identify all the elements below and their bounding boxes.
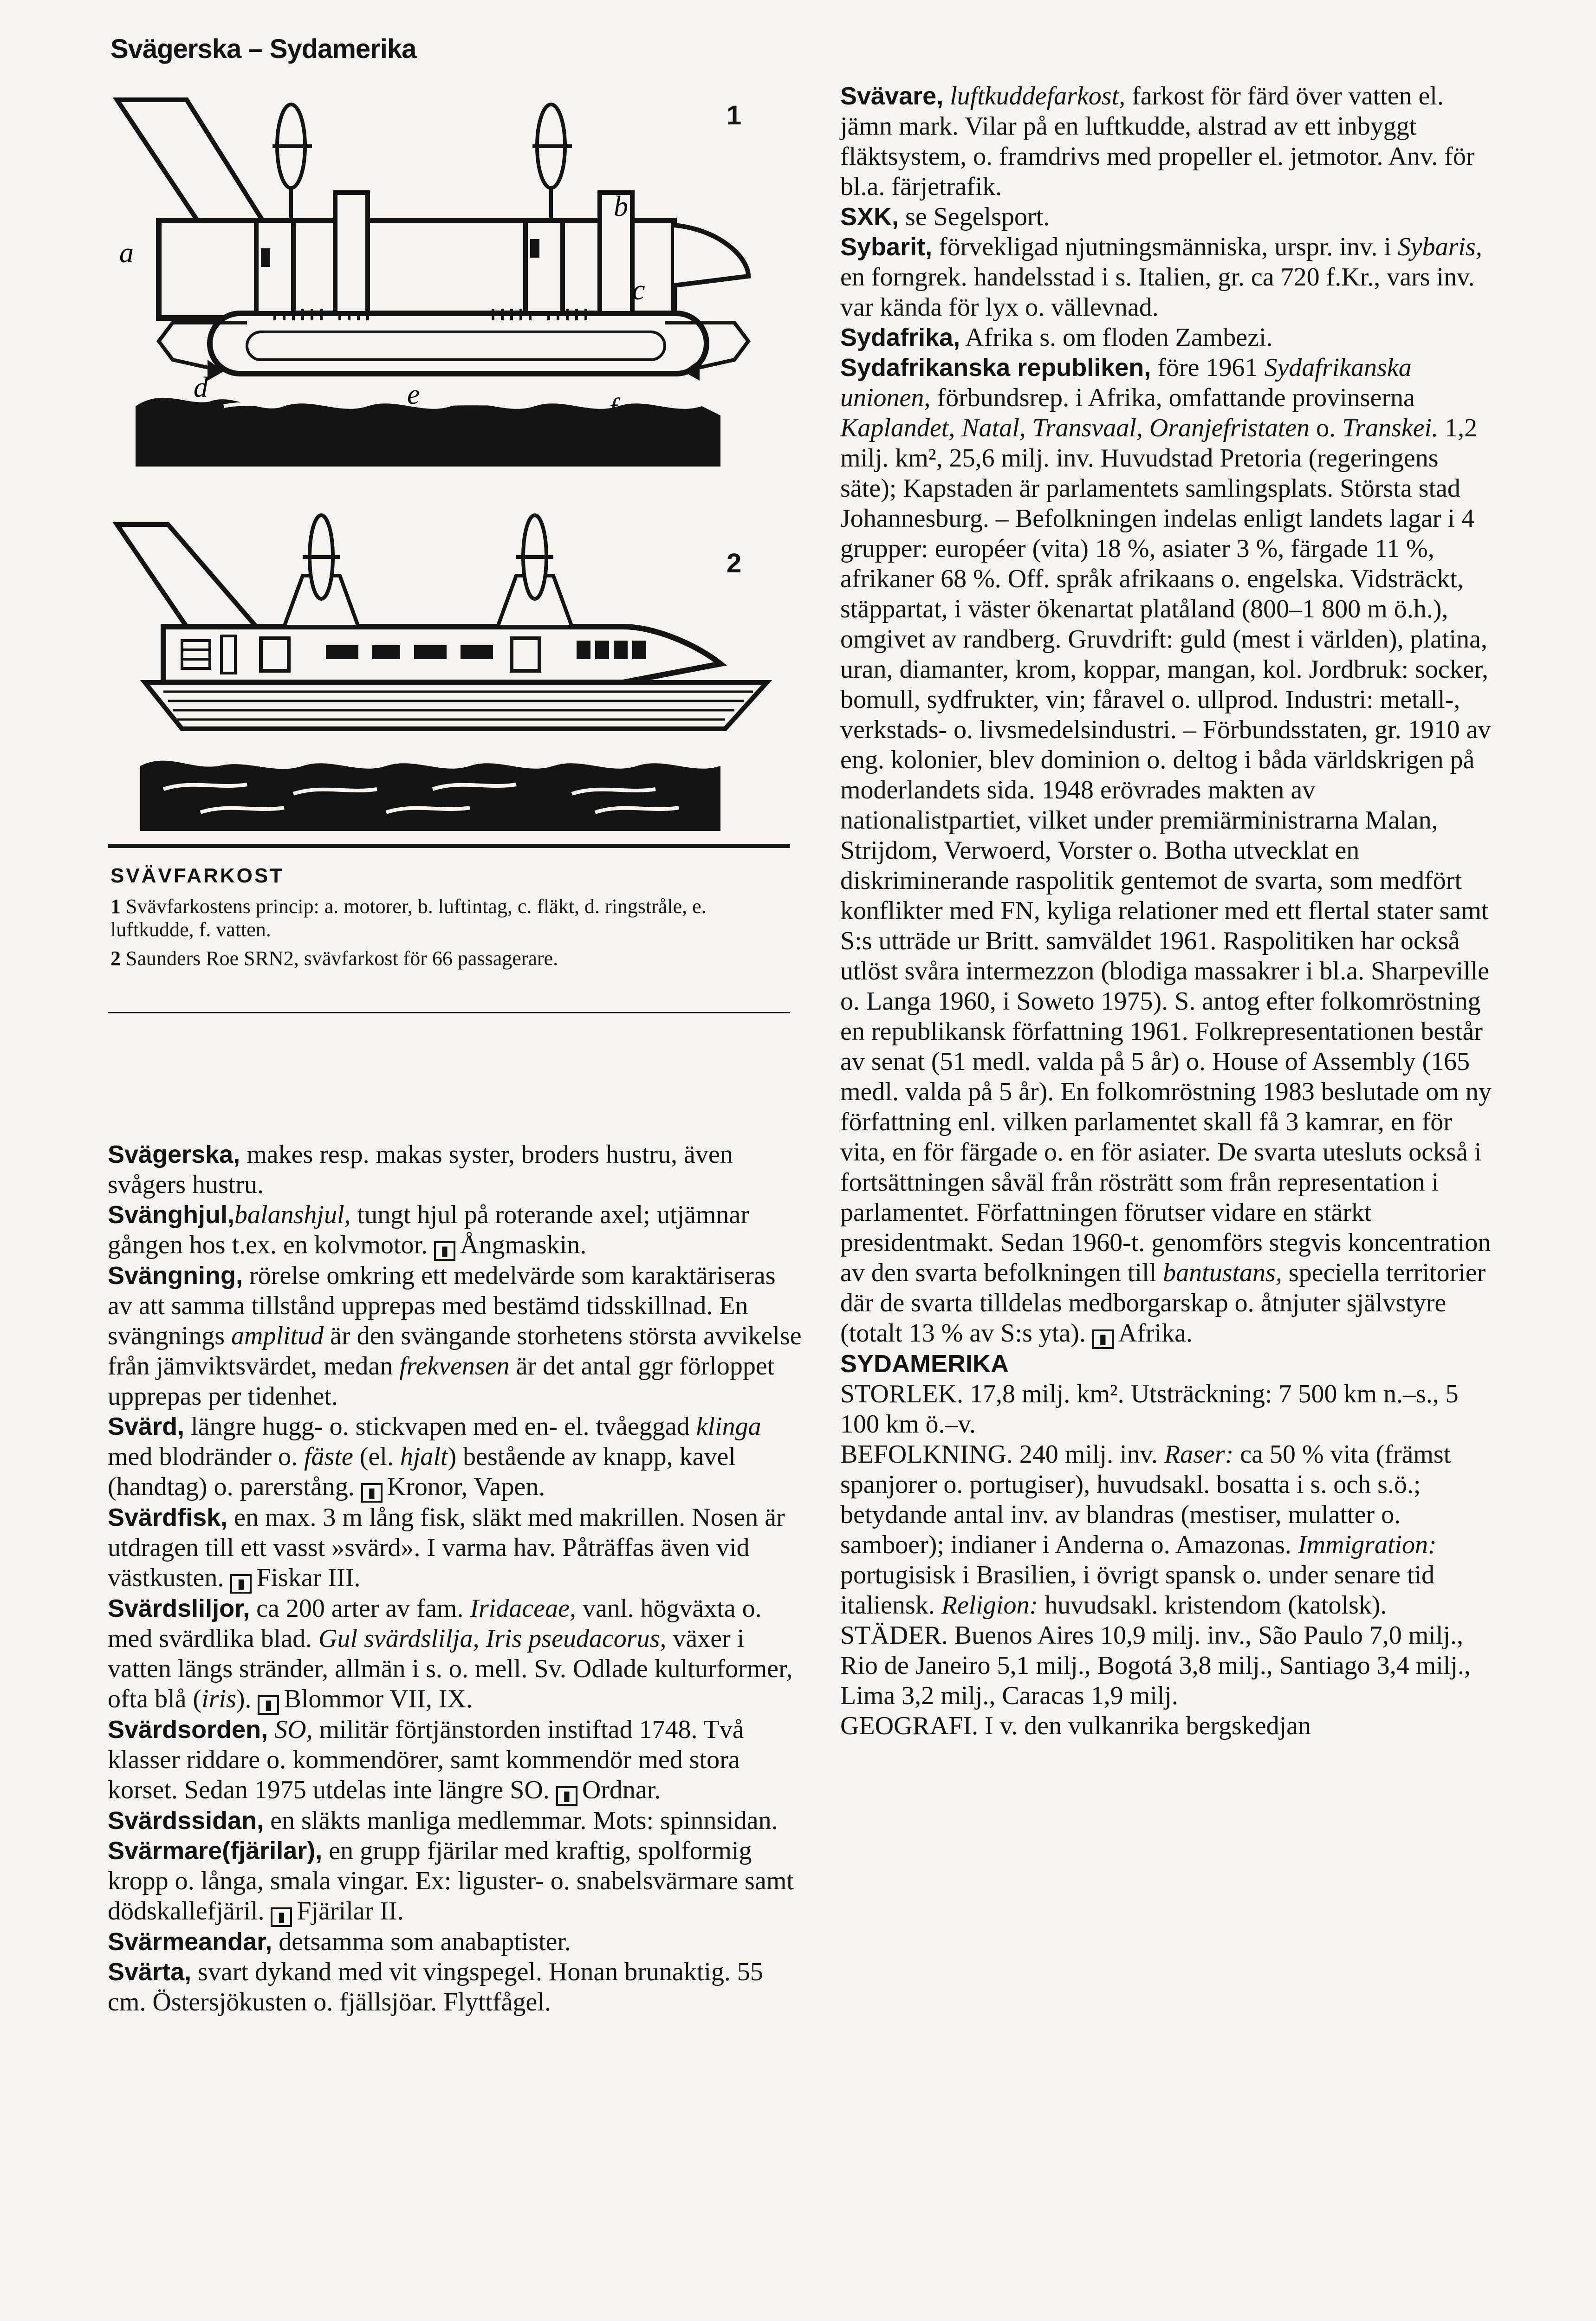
entry-text [943, 82, 950, 110]
entry-italic-text: Religion: [941, 1591, 1038, 1620]
cross-reference-icon: ▮ [434, 1241, 455, 1261]
dictionary-entry [108, 1200, 804, 1261]
dictionary-entry [108, 1140, 804, 1200]
cross-reference-icon: ▮ [1092, 1329, 1114, 1349]
entry-text: tungt hjul på roterande axel; utjämnar gången hos t.ex. en kolvmotor. [108, 1200, 749, 1259]
caption-1-number: 1 [110, 895, 121, 918]
entry-italic-text: frekvensen [399, 1352, 510, 1381]
dictionary-entry [108, 1836, 804, 1927]
entry-text: växer i vatten längs stränder, allmän i s. o. mell. Sv. Odlade kulturformer, ofta blå ( [108, 1624, 793, 1713]
entry-headword: Svärta, [108, 1958, 192, 1986]
entry-italic-text: Iridaceae, [470, 1594, 576, 1623]
caption-2 [110, 947, 788, 970]
entry-italic-text: balanshjul, [234, 1200, 351, 1229]
entry-headword: Svärdsliljor, [108, 1595, 250, 1622]
entry-italic-text: Sydafrikanska unionen, [840, 353, 1412, 412]
entry-italic-text: Transkei. [1342, 414, 1439, 442]
entry-text: huvudsakl. kristendom (katolsk). [1038, 1591, 1387, 1620]
dictionary-entry [840, 1711, 1499, 1741]
cross-reference-icon: ▮ [230, 1574, 252, 1594]
figure-caption [110, 895, 788, 970]
dictionary-entry [108, 1957, 804, 2017]
label-d: d [194, 372, 208, 403]
entry-italic-text: Immigration: [1298, 1530, 1437, 1559]
entry-text: är det antal ggr förloppet upprepas per tidenhet. [108, 1352, 775, 1411]
entry-text: en släkts manliga medlemmar. Mots: spinnsidan. [264, 1806, 778, 1835]
figure-bottom-rule [108, 1012, 790, 1013]
entry-italic-text: Raser: [1164, 1440, 1234, 1469]
entry-text: ) bestående av knapp, kavel (handtag) o. parerstång. [108, 1442, 736, 1501]
entry-headword: Sydafrikanska republiken, [840, 354, 1151, 382]
entry-text: förbundsrep. i Afrika, omfattande provinserna [930, 383, 1415, 412]
label-f: f [609, 393, 617, 424]
entry-text: o. [1310, 414, 1343, 442]
right-column [840, 81, 1499, 1741]
figure-top-rule [108, 844, 790, 848]
entry-italic-text: fäste [304, 1442, 353, 1471]
section-heading: SYDAMERIKA [840, 1350, 1009, 1378]
entry-italic-text: iris [201, 1685, 236, 1713]
entry-text: GEOGRAFI. I v. den vulkanrika bergskedjan [840, 1712, 1311, 1740]
cross-reference[interactable]: Ordnar. [582, 1776, 661, 1804]
entry-text: en grupp fjärilar med kraftig, spolformig kropp o. långa, smala vingar. Ex: liguster- o. snabelsvärmare samt dödskallefjäril. [108, 1836, 794, 1926]
figure-2-diagram [108, 487, 804, 831]
entry-text: är den svängande storhetens största avvikelse från jämviktsvärdet, medan [108, 1322, 802, 1381]
entry-italic-text: Sybaris, [1397, 233, 1482, 261]
caption-2-text: Saunders Roe SRN2, svävfarkost för 66 passagerare. [126, 947, 558, 970]
entry-text: 1,2 milj. km², 25,6 milj. inv. Huvudstad Pretoria (regeringens säte); Kapstaden är parlamentets samlingsplats. Största stad Johannesburg. – Befolkningen indelas enligt landets lagar i 4 grupper: européer (vita) 18 %, asiater 3 %, färgade 11 %, afrikaner 68 %. Off. språk afrikaans o. engelska. Vidsträckt, stäppartat, i väster ökenartat platåland (800–1 800 m ö.h.), omgivet av randberg. Gruvdrift: guld (mest i världen), platina, uran, diamanter, krom, koppar, mangan, kol. Jordbruk: socker, bomull, sydfrukter, vin; fåravel o. ullprod. Industri: metall-, verkstads- o. livsmedelsindustri. – Förbundsstaten, gr. 1910 av eng. kolonier, blev dominion o. deltog i båda världskrigen på moderlandets sida. 1948 erövrades makten av nationalistpartiet, vilket under premiärministrarna Malan, Strijdom, Verwoerd, Vorster o. Botha utvecklat en diskriminerande raspolitik gentemot de svarta, som medfört konflikter med FN, kyliga relationer med ett flertal stater samt S:s utträde ur Britt. samväldet 1961. Raspolitiken har också utlöst svåra intermezzon (blodiga massakrer i bl.a. Sharpeville o. Langa 1960, i Soweto 1975). S. antog efter folkomröstning en republikansk författning 1961. Folkrepresentationen består av senat (51 medl. valda på 5 år) o. House of Assembly (165 medl. valda på 5 år). En folkomröstning 1983 beslutade om ny författning enl. vilken parlamentet skall få 3 kamrar, en för vita, en för färgade o. en för asiater. De svarta utesluts också i fortsättningen såväl från rösträtt som från representation i parlamentet. Författningen förutser vidare en stärkt presidentmakt. Sedan 1960-t. genomförs stegvis koncentration av den svarta befolkningen till [840, 414, 1492, 1287]
entry-text: detsamma som anabaptister. [272, 1927, 571, 1956]
figure-title: SVÄVFARKOST [110, 864, 285, 887]
entry-italic-text: luftkuddefarkost, [950, 82, 1126, 110]
entry-headword: Svärmeandar, [108, 1928, 272, 1956]
dictionary-entry [840, 202, 1499, 232]
dictionary-entry [840, 81, 1499, 202]
entry-text: STÄDER. Buenos Aires 10,9 milj. inv., São Paulo 7,0 milj., Rio de Janeiro 5,1 milj., Bogotá 3,8 milj., Santiago 3,4 milj., Lima 3,2 milj., Caracas 1,9 milj. [840, 1621, 1471, 1710]
entry-headword: Svängning, [108, 1262, 243, 1290]
dictionary-entry [840, 353, 1499, 1349]
entry-headword: SXK, [840, 203, 899, 231]
dictionary-entry [840, 1621, 1499, 1711]
label-a: a [119, 237, 134, 269]
entry-headword: Svärdsorden, [108, 1716, 268, 1744]
entry-headword: Svänghjul, [108, 1201, 235, 1229]
entry-italic-text: Gul svärdslilja, Iris pseudacorus, [318, 1624, 667, 1653]
caption-2-number: 2 [110, 947, 121, 970]
entry-italic-text: klinga [696, 1412, 761, 1441]
dictionary-entry [108, 1594, 804, 1715]
cross-reference[interactable]: Fiskar III. [256, 1563, 361, 1592]
dictionary-entry [840, 1379, 1499, 1439]
dictionary-entry [108, 1412, 804, 1503]
entry-text: Afrika s. om floden Zambezi. [960, 323, 1273, 352]
entry-text: ca 50 % vita (främst spanjorer o. portugiser), huvudsakl. bosatta i s. och s.ö.; betydande antal inv. av blandras (mestiser, mulatter o. samboer); indianer i Anderna o. Amazonas. [840, 1440, 1451, 1559]
figure-1-number: 1 [727, 100, 742, 130]
dictionary-entry [108, 1715, 804, 1806]
entry-text: militär förtjänstorden instiftad 1748. Två klasser riddare o. kommendörer, samt kommendör med stora korset. Sedan 1975 utdelas inte längre SO. [108, 1715, 744, 1804]
dictionary-entry [840, 1349, 1499, 1379]
dictionary-entry [108, 1503, 804, 1594]
entry-text: före 1961 [1151, 353, 1265, 382]
cross-reference[interactable]: Afrika. [1118, 1319, 1193, 1348]
dictionary-entry [840, 1439, 1499, 1621]
dictionary-entry [108, 1927, 804, 1957]
entry-text: längre hugg- o. stickvapen med en- el. tvåeggad [184, 1412, 696, 1441]
entry-headword: Svärd, [108, 1413, 185, 1440]
label-c: c [632, 274, 645, 306]
entry-headword: Svärdfisk, [108, 1504, 228, 1531]
entry-text: med blodränder o. [108, 1442, 304, 1471]
entry-text: se Segelsport. [899, 202, 1050, 231]
entry-text: en forngrek. handelsstad i s. Italien, gr. ca 720 f.Kr., vars inv. var kända för lyx o. vällevnad. [840, 263, 1475, 322]
entry-text: svart dykand med vit vingspegel. Honan brunaktig. 55 cm. Östersjökusten o. fjällsjöar. Flyttfågel. [108, 1958, 763, 2016]
entry-text: vanl. högväxta o. med svärdlika blad. [108, 1594, 762, 1653]
dictionary-entry [108, 1806, 804, 1836]
entry-headword: Svärdssidan, [108, 1807, 264, 1835]
entry-text: ca 200 arter av fam. [250, 1594, 470, 1623]
caption-1 [110, 895, 788, 941]
cross-reference[interactable]: Fjärilar II. [297, 1897, 404, 1926]
entry-text: (el. [353, 1442, 400, 1471]
cross-reference[interactable]: Ångmaskin. [460, 1231, 587, 1259]
dictionary-entry [840, 323, 1499, 353]
entry-text: BEFOLKNING. 240 milj. inv. [840, 1440, 1164, 1469]
label-b: b [614, 191, 628, 222]
cross-reference-icon: ▮ [258, 1695, 279, 1715]
entry-text: speciella territorier där de svarta tilldelas medborgarskap o. åtnjuter självstyre (totalt 13 % av S:s yta). [840, 1258, 1486, 1348]
entry-text: förvekligad njutningsmänniska, urspr. inv. i [932, 233, 1398, 261]
entry-italic-text: amplitud [231, 1322, 324, 1350]
caption-1-text: Svävfarkostens princip: a. motorer, b. luftintag, c. fläkt, d. ringstråle, e. luftkudde, f. vatten. [110, 895, 707, 941]
entry-text [268, 1715, 274, 1744]
entry-headword: Sydafrika, [840, 324, 960, 351]
entry-italic-text: SO, [274, 1715, 313, 1744]
dictionary-entry [840, 232, 1499, 323]
entry-text: ). [236, 1685, 258, 1713]
entry-italic-text: Kaplandet, Natal, Transvaal, Oranjefristaten [840, 414, 1310, 442]
cross-reference[interactable]: Kronor, Vapen. [387, 1472, 545, 1501]
entry-headword: Svärmare(fjärilar), [108, 1837, 323, 1865]
dictionary-entry [108, 1261, 804, 1412]
cross-reference-icon: ▮ [271, 1907, 292, 1927]
label-e: e [407, 379, 420, 410]
cross-reference-icon: ▮ [361, 1483, 383, 1503]
entry-text: en max. 3 m lång fisk, släkt med makrillen. Nosen är utdragen till ett vasst »svärd». I varma hav. Påträffas även vid västkusten. [108, 1503, 785, 1592]
entry-text: STORLEK. 17,8 milj. km². Utsträckning: 7 500 km n.–s., 5 100 km ö.–v. [840, 1380, 1459, 1439]
entry-italic-text: bantustans, [1163, 1258, 1282, 1287]
running-head: Svägerska – Sydamerika [110, 34, 416, 64]
entry-italic-text: hjalt [400, 1442, 448, 1471]
cross-reference-icon: ▮ [556, 1786, 577, 1806]
figure-2-number: 2 [727, 548, 742, 578]
entry-text: makes resp. makas syster, broders hustru, även svågers hustru. [108, 1140, 733, 1199]
cross-reference[interactable]: Blommor VII, IX. [284, 1685, 473, 1713]
entry-headword: Sybarit, [840, 233, 933, 261]
entry-text: portugisisk i Brasilien, i övrigt spansk o. under senare tid italiensk. [840, 1561, 1435, 1620]
entry-text: farkost för färd över vatten el. jämn mark. Vilar på en luftkudde, alstrad av ett inbyggt fläktsystem, o. framdrivs med propeller el. jetmotor. Anv. för bl.a. färjetrafik. [840, 82, 1475, 201]
entry-text: rörelse omkring ett medelvärde som karaktäriseras av att samma tillstånd upprepas med bestämd tidsskillnad. En svängnings [108, 1261, 776, 1350]
entry-headword: Svävare, [840, 82, 944, 110]
figure-1-diagram [108, 81, 804, 467]
entry-headword: Svägerska, [108, 1141, 240, 1168]
left-column [108, 1140, 804, 2017]
